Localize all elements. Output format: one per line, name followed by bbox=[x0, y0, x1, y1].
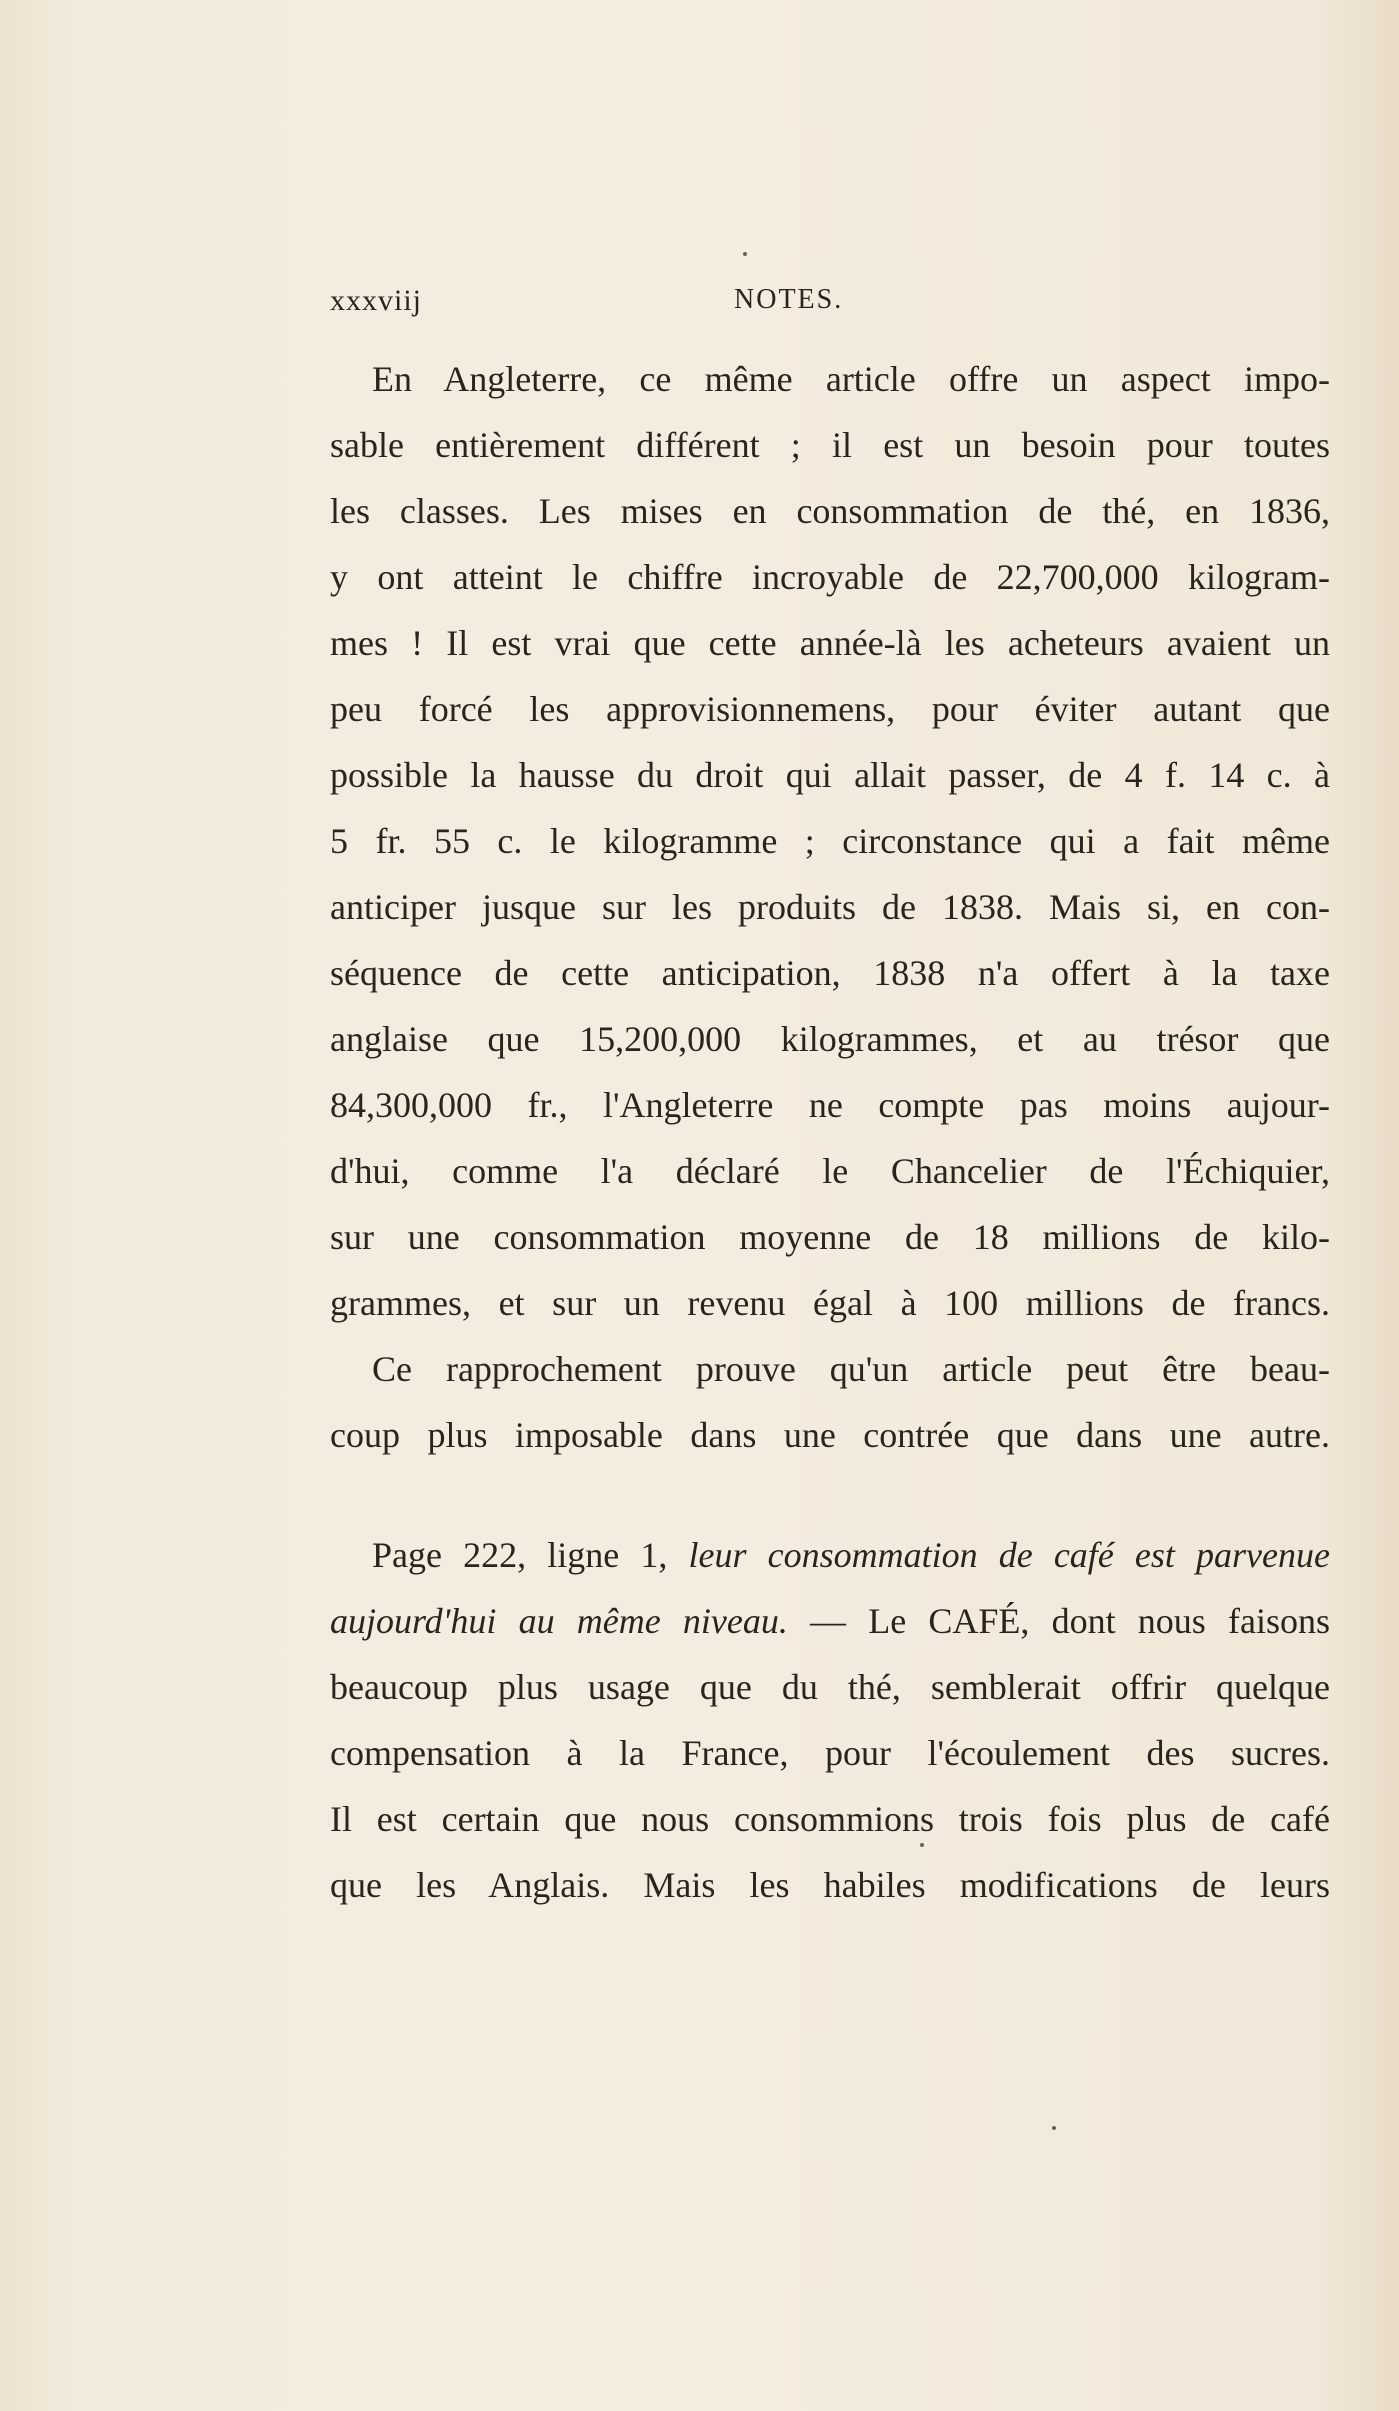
text-line: que les Anglais. Mais les habiles modifications de leurs bbox=[330, 1865, 1330, 1905]
text-line: compensation à la France, pour l'écoulement des sucres. bbox=[330, 1733, 1330, 1773]
text-line: les classes. Les mises en consommation de thé, en 1836, bbox=[330, 491, 1330, 531]
page-number: xxxviij bbox=[330, 284, 423, 317]
text-line: séquence de cette anticipation, 1838 n'a offert à la taxe bbox=[330, 953, 1330, 993]
note-reference-line bbox=[330, 1588, 1330, 1654]
text-line: anticiper jusque sur les produits de 1838. Mais si, en con- bbox=[330, 887, 1330, 927]
running-title: NOTES. bbox=[734, 284, 844, 315]
page-header bbox=[330, 284, 1330, 324]
text-line: 5 fr. 55 c. le kilogramme ; circonstance qui a fait même bbox=[330, 821, 1330, 861]
note-reference: Page 222, ligne 1, bbox=[372, 1535, 689, 1575]
text-line: beaucoup plus usage que du thé, semblerait offrir quelque bbox=[330, 1667, 1330, 1707]
text-line: peu forcé les approvisionnemens, pour éviter autant que bbox=[330, 689, 1330, 729]
text-line: sable entièrement différent ; il est un besoin pour toutes bbox=[330, 425, 1330, 465]
quoted-phrase: aujourd'hui au même niveau. bbox=[330, 1601, 788, 1641]
text-line: grammes, et sur un revenu égal à 100 millions de francs. bbox=[330, 1283, 1330, 1323]
note-text bbox=[330, 1522, 1330, 1918]
text-line: coup plus imposable dans une contrée que dans une autre. bbox=[330, 1415, 1330, 1455]
quoted-phrase: leur consommation de café est parvenue bbox=[688, 1535, 1330, 1575]
text-line: sur une consommation moyenne de 18 millions de kilo- bbox=[330, 1217, 1330, 1257]
text-line: d'hui, comme l'a déclaré le Chancelier de l'Échiquier, bbox=[330, 1151, 1330, 1191]
note-reference-line bbox=[330, 1522, 1330, 1588]
main-text bbox=[330, 346, 1330, 1468]
text-line: y ont atteint le chiffre incroyable de 22,700,000 kilogram- bbox=[330, 557, 1330, 597]
text-line: Il est certain que nous consommions trois fois plus de café bbox=[330, 1799, 1330, 1839]
text-line: anglaise que 15,200,000 kilogrammes, et au trésor que bbox=[330, 1019, 1330, 1059]
text-line: Ce rapprochement prouve qu'un article peut être beau- bbox=[372, 1349, 1330, 1389]
text-line: En Angleterre, ce même article offre un aspect impo- bbox=[372, 359, 1330, 399]
note-text-run: — Le CAFÉ, dont nous faisons bbox=[787, 1601, 1330, 1641]
text-line: 84,300,000 fr., l'Angleterre ne compte pas moins aujour- bbox=[330, 1085, 1330, 1125]
ink-speck bbox=[1052, 2126, 1056, 2130]
ink-speck bbox=[743, 252, 747, 256]
text-line: possible la hausse du droit qui allait passer, de 4 f. 14 c. à bbox=[330, 755, 1330, 795]
text-line: mes ! Il est vrai que cette année-là les acheteurs avaient un bbox=[330, 623, 1330, 663]
